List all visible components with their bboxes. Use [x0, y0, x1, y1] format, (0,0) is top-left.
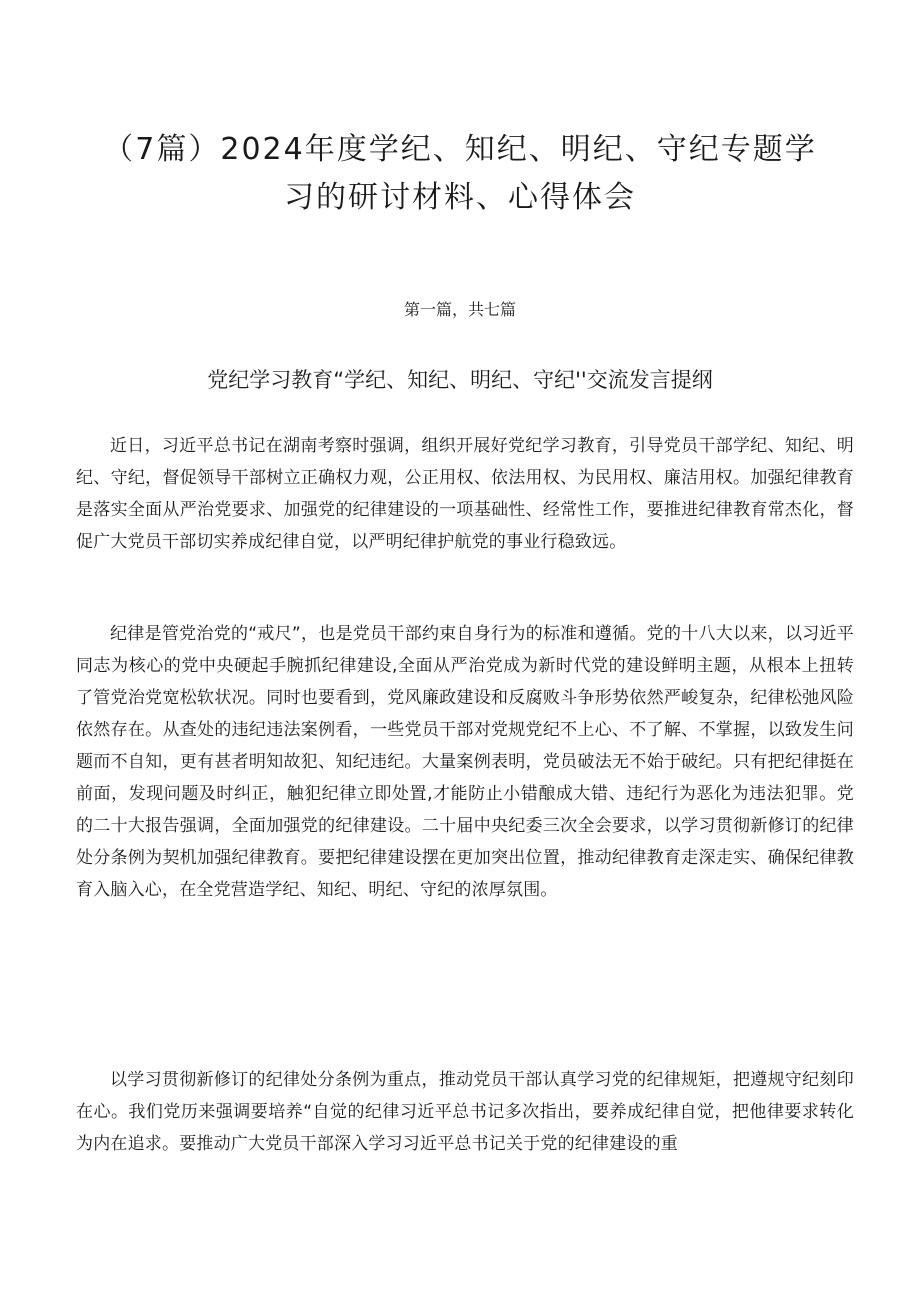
body-paragraph-1: 近日，习近平总书记在湖南考察时强调，组织开展好党纪学习教育，引导党员干部学纪、知纪、明纪、守纪，督促领导干部树立正确权力观，公正用权、依法用权、为民用权、廉洁用权。加强纪律教育是落实全面从严治党要求、加强党的纪律建设的一项基础性、经常性工作，要推进纪律教育常杰化，督促广大党员干部切实养成纪律自觉，以严明纪律护航党的事业行稳致远。: [76, 436, 854, 552]
section-heading: 党纪学习教育“学纪、知纪、明纪、守纪''交流发言提纲: [207, 368, 713, 392]
document-title: （7篇）2024年度学纪、知纪、明纪、守纪专题学习的研讨材料、心得体会: [103, 132, 817, 215]
body-paragraph-2: 纪律是管党治党的“戒尺”，也是党员干部约束自身行为的标准和遵循。党的十八大以来，以习近平同志为核心的党中央硬起手腕抓纪律建设,全面从严治党成为新时代党的建设鲜明主题，从根本上扭转了管党治党宽松软状况。同时也要看到，党风廉政建设和反腐败斗争形势依然严峻复杂，纪律松弛风险依然存在。从查处的违纪违法案例看，一些党员干部对党规党纪不上心、不了解、不掌握，以致发生问题而不自知，更有甚者明知故犯、知纪违纪。大量案例表明，党员破法无不始于破纪。只有把纪律挺在前面，发现问题及时纠正，触犯纪律立即处置,才能防止小错酿成大错、违纪行为恶化为违法犯罪。党的二十大报告强调，全面加强党的纪律建设。二十届中央纪委三次全会要求，以学习贯彻新修订的纪律处分条例为契机加强纪律教育。要把纪律建设摆在更加突出位置，推动纪律教育走深走实、确保纪律教育入脑入心，在全党营造学纪、知纪、明纪、守纪的浓厚氛围。: [76, 624, 854, 900]
body-paragraph-3: 以学习贯彻新修订的纪律处分条例为重点，推动党员干部认真学习党的纪律规矩，把遵规守纪刻印在心。我们党历来强调要培养“自觉的纪律习近平总书记多次指出，要养成纪律自觉，把他律要求转化为内在追求。要推动广大党员干部深入学习习近平总书记关于党的纪律建设的重: [76, 1070, 854, 1154]
section-label: 第一篇，共七篇: [403, 300, 516, 319]
